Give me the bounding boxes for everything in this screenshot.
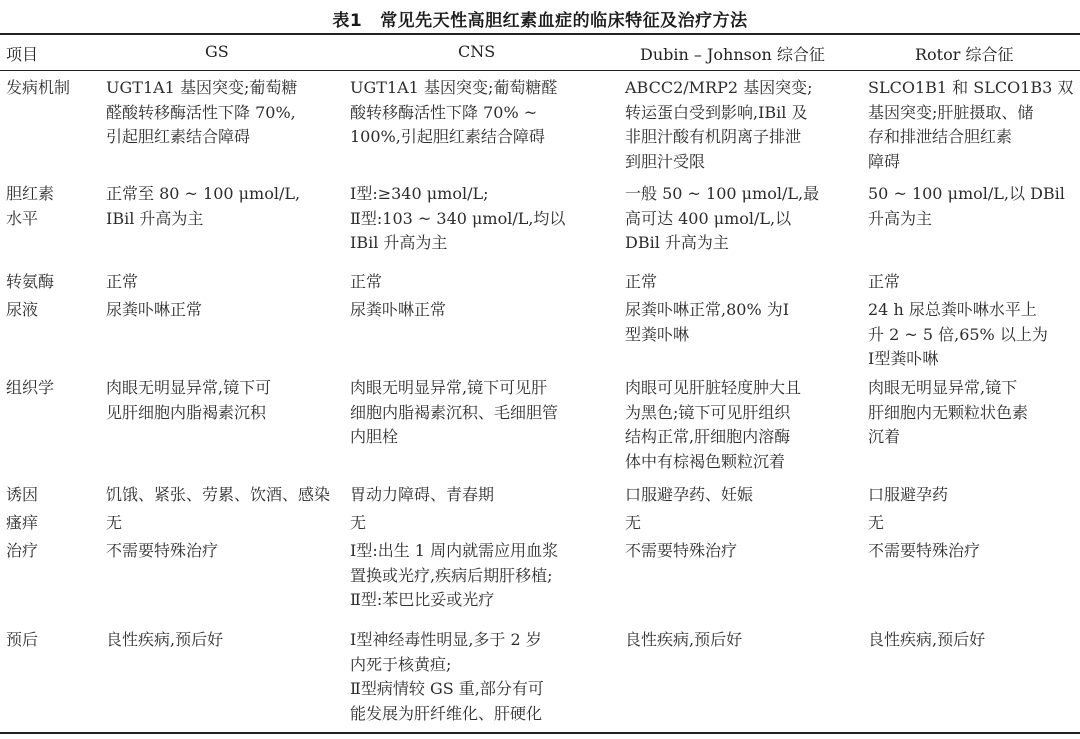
cell-item bbox=[6, 182, 96, 231]
cell-dubin-johnson bbox=[625, 539, 857, 564]
cell-dubin-johnson bbox=[625, 76, 857, 174]
cell-rotor bbox=[868, 298, 1072, 372]
cell-line: Ⅰ型粪卟啉 bbox=[868, 349, 939, 368]
cell-item bbox=[6, 539, 96, 564]
cell-item bbox=[6, 628, 96, 653]
cell-line: 良性疾病,预后好 bbox=[868, 630, 986, 649]
cell-line: 肉眼无明显异常,镜下 bbox=[868, 378, 1018, 397]
cell-line: 正常 bbox=[868, 272, 901, 291]
cell-line: 置换或光疗,疾病后期肝移植; bbox=[350, 565, 553, 585]
header-gs: GS bbox=[205, 42, 229, 61]
cell-rotor bbox=[868, 628, 1072, 653]
cell-line: 无 bbox=[106, 513, 123, 532]
cell-cns bbox=[350, 628, 614, 726]
header-dubin-johnson: Dubin – Johnson 综合征 bbox=[640, 45, 825, 64]
cell-line: 内死于核黄疸; bbox=[350, 654, 452, 674]
cell-item bbox=[6, 376, 96, 401]
cell-line: 正常至 80 ~ 100 μmol/L, bbox=[106, 184, 301, 203]
cell-line: 不需要特殊治疗 bbox=[106, 541, 219, 560]
cell-line: IBil 升高为主 bbox=[350, 233, 448, 252]
cell-rotor bbox=[868, 376, 1072, 450]
cell-gs bbox=[106, 539, 338, 564]
cell-dubin-johnson bbox=[625, 376, 857, 474]
cell-dubin-johnson bbox=[625, 511, 857, 536]
cell-line: SLCO1B1 和 SLCO1B3 双 bbox=[868, 78, 1074, 97]
cell-line: 尿液 bbox=[6, 300, 39, 319]
cell-line: 细胞内脂褐素沉积、毛细胆管 bbox=[350, 402, 559, 422]
header-rotor: Rotor 综合征 bbox=[915, 45, 1014, 64]
cell-line: Ⅰ型神经毒性明显,多于 2 岁 bbox=[350, 630, 542, 649]
header-cns: CNS bbox=[458, 42, 496, 61]
cell-line: 饥饿、紧张、劳累、饮酒、感染 bbox=[106, 485, 331, 504]
cell-line: 胆红素 bbox=[6, 184, 55, 203]
cell-cns bbox=[350, 298, 614, 323]
cell-line: Ⅰ型:出生 1 周内就需应用血浆 bbox=[350, 541, 559, 560]
cell-line: 基因突变;肝脏摄取、储 bbox=[868, 102, 1034, 122]
cell-line: 24 h 尿总粪卟啉水平上 bbox=[868, 300, 1037, 319]
cell-line: Ⅱ型:103 ~ 340 μmol/L,均以 bbox=[350, 208, 566, 228]
cell-line: 胃动力障碍、青春期 bbox=[350, 485, 495, 504]
cell-gs bbox=[106, 511, 338, 536]
cell-line: UGT1A1 基因突变;葡萄糖醛 bbox=[350, 78, 558, 97]
cell-rotor bbox=[868, 483, 1072, 508]
cell-cns bbox=[350, 270, 614, 295]
bottom-rule bbox=[0, 732, 1080, 734]
cell-gs bbox=[106, 483, 338, 508]
header-item: 项目 bbox=[6, 45, 39, 64]
cell-line: 升 2 ~ 5 倍,65% 以上为 bbox=[868, 324, 1048, 344]
cell-line: 肉眼无明显异常,镜下可 bbox=[106, 378, 272, 397]
cell-line: 100%,引起胆红素结合障碍 bbox=[350, 127, 545, 146]
cell-line: 障碍 bbox=[868, 151, 901, 171]
cell-item bbox=[6, 483, 96, 508]
table-number: 表1 bbox=[332, 11, 363, 31]
cell-line: 肉眼可见肝脏轻度肿大且 bbox=[625, 378, 802, 397]
cell-line: 为黑色;镜下可见肝组织 bbox=[625, 402, 791, 422]
cell-cns bbox=[350, 76, 614, 150]
cell-line: 口服避孕药 bbox=[868, 485, 949, 504]
cell-line: 尿粪卟啉正常,80% 为Ⅰ bbox=[625, 300, 790, 319]
cell-line: 一般 50 ~ 100 μmol/L,最 bbox=[625, 184, 820, 203]
cell-line: 转氨酶 bbox=[6, 272, 55, 291]
cell-item bbox=[6, 511, 96, 536]
cell-line: 无 bbox=[350, 513, 367, 532]
cell-gs bbox=[106, 76, 338, 150]
cell-line: 预后 bbox=[6, 630, 39, 649]
cell-line: 引起胆红素结合障碍 bbox=[106, 127, 251, 146]
cell-line: 醛酸转移酶活性下降 70%, bbox=[106, 102, 296, 122]
cell-cns bbox=[350, 376, 614, 450]
cell-line: 非胆汁酸有机阴离子排泄 bbox=[625, 127, 802, 146]
cell-line: 尿粪卟啉正常 bbox=[106, 300, 203, 319]
cell-line: 良性疾病,预后好 bbox=[106, 630, 224, 649]
cell-line: 酸转移酶活性下降 70% ~ bbox=[350, 102, 538, 122]
cell-line: 沉着 bbox=[868, 427, 901, 446]
cell-dubin-johnson bbox=[625, 298, 857, 347]
cell-line: 型粪卟啉 bbox=[625, 324, 690, 344]
cell-line: 内胆栓 bbox=[350, 427, 399, 446]
cell-rotor bbox=[868, 270, 1072, 295]
cell-dubin-johnson bbox=[625, 270, 857, 295]
cell-line: ABCC2/MRP2 基因突变; bbox=[625, 78, 813, 97]
cell-line: DBil 升高为主 bbox=[625, 233, 729, 252]
cell-line: 结构正常,肝细胞内溶酶 bbox=[625, 427, 791, 446]
cell-line: 升高为主 bbox=[868, 208, 933, 228]
cell-line: 肉眼无明显异常,镜下可见肝 bbox=[350, 378, 548, 397]
cell-line: 口服避孕药、妊娠 bbox=[625, 485, 754, 504]
cell-line: 治疗 bbox=[6, 541, 39, 560]
cell-line: 见肝细胞内脂褐素沉积 bbox=[106, 402, 267, 422]
cell-line: UGT1A1 基因突变;葡萄糖 bbox=[106, 78, 298, 97]
cell-line: IBil 升高为主 bbox=[106, 208, 204, 228]
cell-dubin-johnson bbox=[625, 182, 857, 256]
cell-line: 无 bbox=[868, 513, 885, 532]
cell-gs bbox=[106, 628, 338, 653]
cell-line: Ⅱ型:苯巴比妥或光疗 bbox=[350, 590, 495, 609]
cell-rotor bbox=[868, 76, 1072, 174]
cell-item bbox=[6, 270, 96, 295]
cell-item bbox=[6, 76, 96, 101]
cell-line: 无 bbox=[625, 513, 642, 532]
cell-line: 能发展为肝纤维化、肝硬化 bbox=[350, 703, 543, 723]
cell-line: 发病机制 bbox=[6, 78, 71, 97]
cell-line: 正常 bbox=[106, 272, 139, 291]
cell-line: 到胆汁受限 bbox=[625, 151, 706, 171]
cell-cns bbox=[350, 511, 614, 536]
cell-line: 水平 bbox=[6, 208, 39, 228]
table-title: 常见先天性高胆红素血症的临床特征及治疗方法 bbox=[380, 11, 748, 31]
cell-line: 诱因 bbox=[6, 485, 39, 504]
cell-line: 良性疾病,预后好 bbox=[625, 630, 743, 649]
cell-dubin-johnson bbox=[625, 628, 857, 653]
cell-line: 正常 bbox=[350, 272, 383, 291]
cell-cns bbox=[350, 539, 614, 613]
cell-line: 体中有棕褐色颗粒沉着 bbox=[625, 451, 786, 471]
header-rule bbox=[0, 70, 1080, 71]
cell-cns bbox=[350, 483, 614, 508]
cell-line: 不需要特殊治疗 bbox=[625, 541, 738, 560]
cell-gs bbox=[106, 182, 338, 231]
cell-item bbox=[6, 298, 96, 323]
cell-cns bbox=[350, 182, 614, 256]
cell-line: 肝细胞内无颗粒状色素 bbox=[868, 402, 1029, 422]
cell-line: 50 ~ 100 μmol/L,以 DBil bbox=[868, 184, 1065, 203]
cell-line: 瘙痒 bbox=[6, 513, 39, 532]
table-caption bbox=[0, 6, 1080, 31]
cell-line: 正常 bbox=[625, 272, 658, 291]
cell-gs bbox=[106, 298, 338, 323]
cell-line: 不需要特殊治疗 bbox=[868, 541, 981, 560]
cell-rotor bbox=[868, 539, 1072, 564]
cell-gs bbox=[106, 270, 338, 295]
cell-rotor bbox=[868, 511, 1072, 536]
cell-rotor bbox=[868, 182, 1072, 231]
cell-line: Ⅰ型:≥340 μmol/L; bbox=[350, 184, 489, 203]
top-rule bbox=[0, 33, 1080, 35]
cell-gs bbox=[106, 376, 338, 425]
cell-line: 尿粪卟啉正常 bbox=[350, 300, 447, 319]
cell-line: 高可达 400 μmol/L,以 bbox=[625, 208, 792, 228]
cell-line: 转运蛋白受到影响,IBil 及 bbox=[625, 102, 808, 122]
cell-dubin-johnson bbox=[625, 483, 857, 508]
cell-line: 存和排泄结合胆红素 bbox=[868, 127, 1013, 146]
cell-line: Ⅱ型病情较 GS 重,部分有可 bbox=[350, 679, 544, 698]
cell-line: 组织学 bbox=[6, 378, 55, 397]
